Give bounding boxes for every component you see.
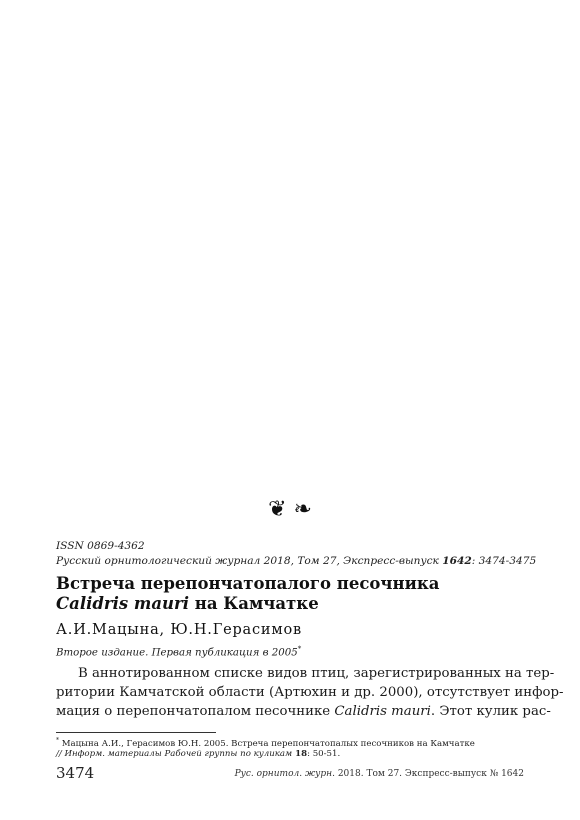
footer-journal-abbr: Рус. орнитол. журн. xyxy=(234,769,335,779)
article-authors: А.И.Мацына, Ю.Н.Герасимов xyxy=(56,622,302,638)
running-footer xyxy=(235,769,524,779)
page-number: 3474 xyxy=(56,764,95,782)
edition-note xyxy=(56,645,301,658)
body-line-3-start: мация о перепончатопалом песочнике xyxy=(56,704,335,720)
article-title xyxy=(56,574,439,614)
footnote-ref-text: Мацына А.И., Герасимов Ю.Н. 2005. Встреча перепончатопалых песочников на Камчатке xyxy=(59,738,475,749)
footnote-line-2 xyxy=(56,749,340,759)
title-line-2 xyxy=(56,594,439,614)
footnote-volume: 18 xyxy=(292,749,308,759)
citation-prefix: Русский орнитологический журнал 2018, Том 27, Экспресс-выпуск xyxy=(56,555,443,567)
edition-footnote-mark: * xyxy=(297,645,302,653)
article-body xyxy=(56,664,564,722)
body-line-1: В аннотированном списке видов птиц, зарегистрированных на тер- xyxy=(78,666,555,681)
journal-citation xyxy=(56,555,536,567)
body-line-3-end: . Этот кулик рас- xyxy=(430,704,551,720)
title-suffix: на Камчатке xyxy=(189,594,319,613)
footnote-rule xyxy=(56,732,216,733)
title-line-1: Встреча перепончатопалого песочника xyxy=(56,574,440,593)
footnote-pages: : 50-51. xyxy=(307,749,341,759)
footnote-source: // Информ. материалы Рабочей группы по куликам xyxy=(56,749,293,759)
title-species: Calidris mauri xyxy=(56,594,189,613)
body-line-3 xyxy=(56,702,551,721)
body-species-name: Calidris mauri xyxy=(334,704,431,720)
footnote-mark: * xyxy=(56,737,59,744)
footer-issue-text: 2018. Том 27. Экспресс-выпуск № 1642 xyxy=(334,769,524,779)
footnote-line-1 xyxy=(56,737,475,749)
issue-number: 1642 xyxy=(442,555,472,567)
citation-pages: : 3474-3475 xyxy=(471,555,537,567)
section-ornament: ❦ ❧ xyxy=(268,497,312,522)
edition-text: Второе издание. Первая публикация в 2005 xyxy=(56,647,298,659)
body-line-2: ритории Камчатской области (Артюхин и др. 2000), отсутствует инфор- xyxy=(56,685,564,701)
issn-line: ISSN 0869-4362 xyxy=(56,540,145,552)
